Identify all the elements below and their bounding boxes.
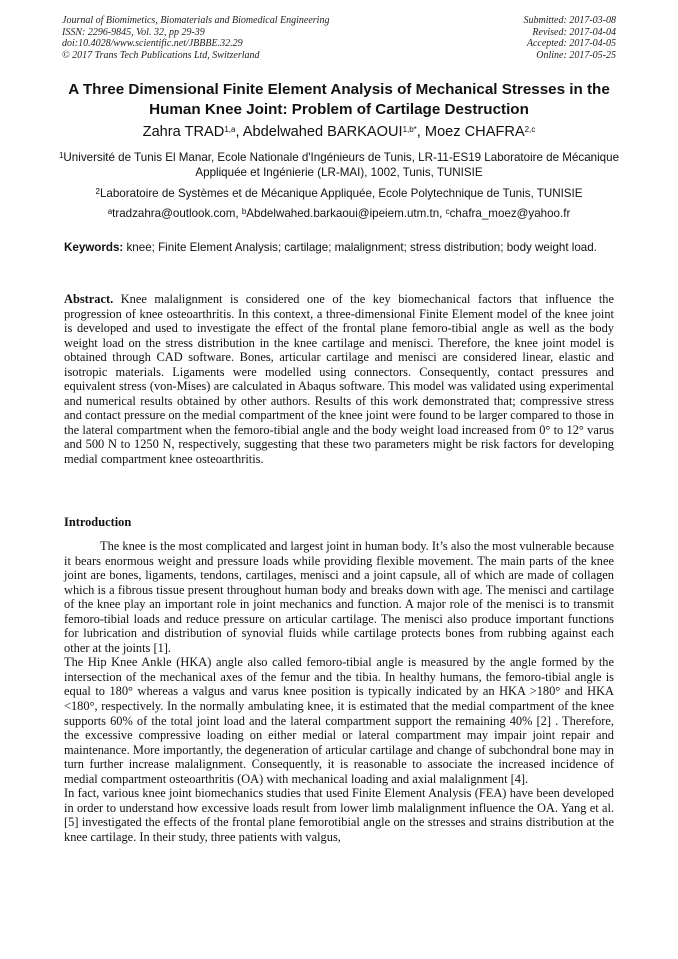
journal-name: Journal of Biomimetics, Biomaterials and Biomedical Engineering <box>62 15 330 26</box>
revised-date: Revised: 2017-04-04 <box>532 26 616 38</box>
author-name: Moez CHAFRA <box>424 124 525 140</box>
paragraph: The knee is the most complicated and largest joint in human body. It’s also the most vulnerable because it bears enormous weight and pressure loads while providing flexible movement. The main parts of the knee joint are bones, ligaments, tendons, cartilages, menisci and a joint capsule, all of which are made of collagen which is a fibrous tissue present throughout human body and breaks down with age. The menisci and cartilage of the knee play an important role in joint mechanics and function. A major role of the menisci is to transmit femoro-tibial loads and reduce pressure on articular cartilage. The menisci also produce important functions for lubrication and distribution of synovial fluids while cartilage protects bones from rubbing against each other at the joints [1]. <box>64 539 614 655</box>
issn-volume: ISSN: 2296-9845, Vol. 32, pp 29-39 <box>62 26 205 38</box>
paper-title: A Three Dimensional Finite Element Analysis of Mechanical Stresses in the Human Knee Joint: Problem of Cartilage Destruction <box>68 81 610 118</box>
affiliation-superscript: 2 <box>95 187 100 196</box>
accepted-date: Accepted: 2017-04-05 <box>526 38 616 50</box>
author-name: Zahra TRAD <box>142 124 225 140</box>
section-heading-introduction: Introduction <box>64 515 132 529</box>
journal-header-left <box>62 15 402 61</box>
affiliation-superscript: 1 <box>58 151 64 160</box>
email-list <box>52 207 626 222</box>
author-name: Abdelwahed BARKAOUI <box>242 124 403 140</box>
email-superscript: c <box>445 207 450 216</box>
introduction-body <box>64 539 614 844</box>
paragraph: In fact, various knee joint biomechanics studies that used Finite Element Analysis (FEA) have been developed in order to understand how excessive loads result from lower limb malalignment influence the OA. Yang et al. [5] investigated the effects of the frontal plane femorotibial angle on the stresses and strains distribution at the knee cartilage. In their study, three patients with valgus, <box>64 786 614 844</box>
journal-header-right <box>416 15 616 61</box>
author-superscript: 1,a <box>224 125 236 134</box>
affiliation-text: Laboratoire de Systèmes et de Mécanique Appliquée, Ecole Polytechnique de Tunis, TUNISIE <box>99 187 583 200</box>
author-superscript: 1,b* <box>402 125 417 134</box>
email-superscript: a <box>107 207 113 216</box>
email-link[interactable]: tradzahra@outlook.com, <box>112 207 242 220</box>
affiliation-1 <box>52 151 626 180</box>
submitted-date: Submitted: 2017-03-08 <box>523 15 616 26</box>
abstract-text: Knee malalignment is considered one of the key biomechanical factors that influence the progression of knee osteoarthritis. In this context, a three-dimensional Finite Element model of the knee joint is developed and used to investigate the effect of the frontal plane femoro-tibial angle as well as the body weight load on the stress distribution in the knee cartilage and menisci. Therefore, the knee joint model is obtained through CAD software. Bones, articular cartilage and menisci are considered linear, elastic and isotropic materials. Ligaments were modelled using connectors. Consequently, contact pressures and equivalent stress (von-Mises) are calculated in Abaqus software. This model was validated using experimental and numerical results obtained by other authors. Results of this work demonstrated that; compressive stress and contact pressure on the medial compartment of the knee joint were found to be larger compared to those in the lateral compartment when the femoro-tibial angle and the body weight load increased from 0° to 12° varus and 500 N to 1250 N, respectively, suggesting that these two parameters might be risk factors for developing medial compartment knee osteoarthritis. <box>64 292 614 467</box>
keywords-text: knee; Finite Element Analysis; cartilage; malalignment; stress distribution; body weight load. <box>123 241 597 254</box>
email-link[interactable]: chafra_moez@yahoo.fr <box>449 207 571 220</box>
author-list <box>40 122 638 142</box>
copyright: © 2017 Trans Tech Publications Ltd, Switzerland <box>62 49 260 61</box>
author-separator: , <box>235 124 243 140</box>
affiliation-2 <box>52 187 626 202</box>
abstract <box>64 292 614 467</box>
author-superscript: 2,c <box>524 125 536 134</box>
keywords-label: Keywords: <box>64 241 124 254</box>
email-link[interactable]: Abdelwahed.barkaoui@ipeiem.utm.tn, <box>246 207 446 220</box>
keywords <box>64 241 614 256</box>
abstract-label: Abstract. <box>64 292 114 306</box>
email-superscript: b <box>241 207 247 216</box>
doi[interactable]: doi:10.4028/www.scientific.net/JBBBE.32.29 <box>62 38 243 50</box>
paragraph: The Hip Knee Ankle (HKA) angle also called femoro-tibial angle is measured by the angle formed by the intersection of the mechanical axes of the femur and the tibia. In healthy humans, the femoro-tibial angle is equal to 180° whereas a valgus and varus knee position is typically indicated by an HKA >180° and HKA <180°, respectively. In the normally ambulating knee, it is estimated that the medial compartment of the knee supports 60% of the total joint load and the lateral compartment support the remaining 40% [2] . Therefore, the excessive compressive loading on either medial or lateral compartment may impair joint repair and maintenance. More importantly, the degeneration of articular cartilage and change of subchondral bone may in turn further increase malalignment. Consequently, it is reasonable to associate the increased incidence of medial compartment osteoarthritis (OA) with mechanical loading and axial malalignment [4]. <box>64 655 614 786</box>
affiliation-text: Université de Tunis El Manar, Ecole Nationale d'Ingénieurs de Tunis, LR-11-ES19 Laboratoire de Mécanique Appliquée et Ingénierie (LR-MAI), 1002, Tunis, TUNISIE <box>63 151 620 179</box>
author-separator: , <box>416 124 425 140</box>
online-date: Online: 2017-05-25 <box>536 49 616 61</box>
